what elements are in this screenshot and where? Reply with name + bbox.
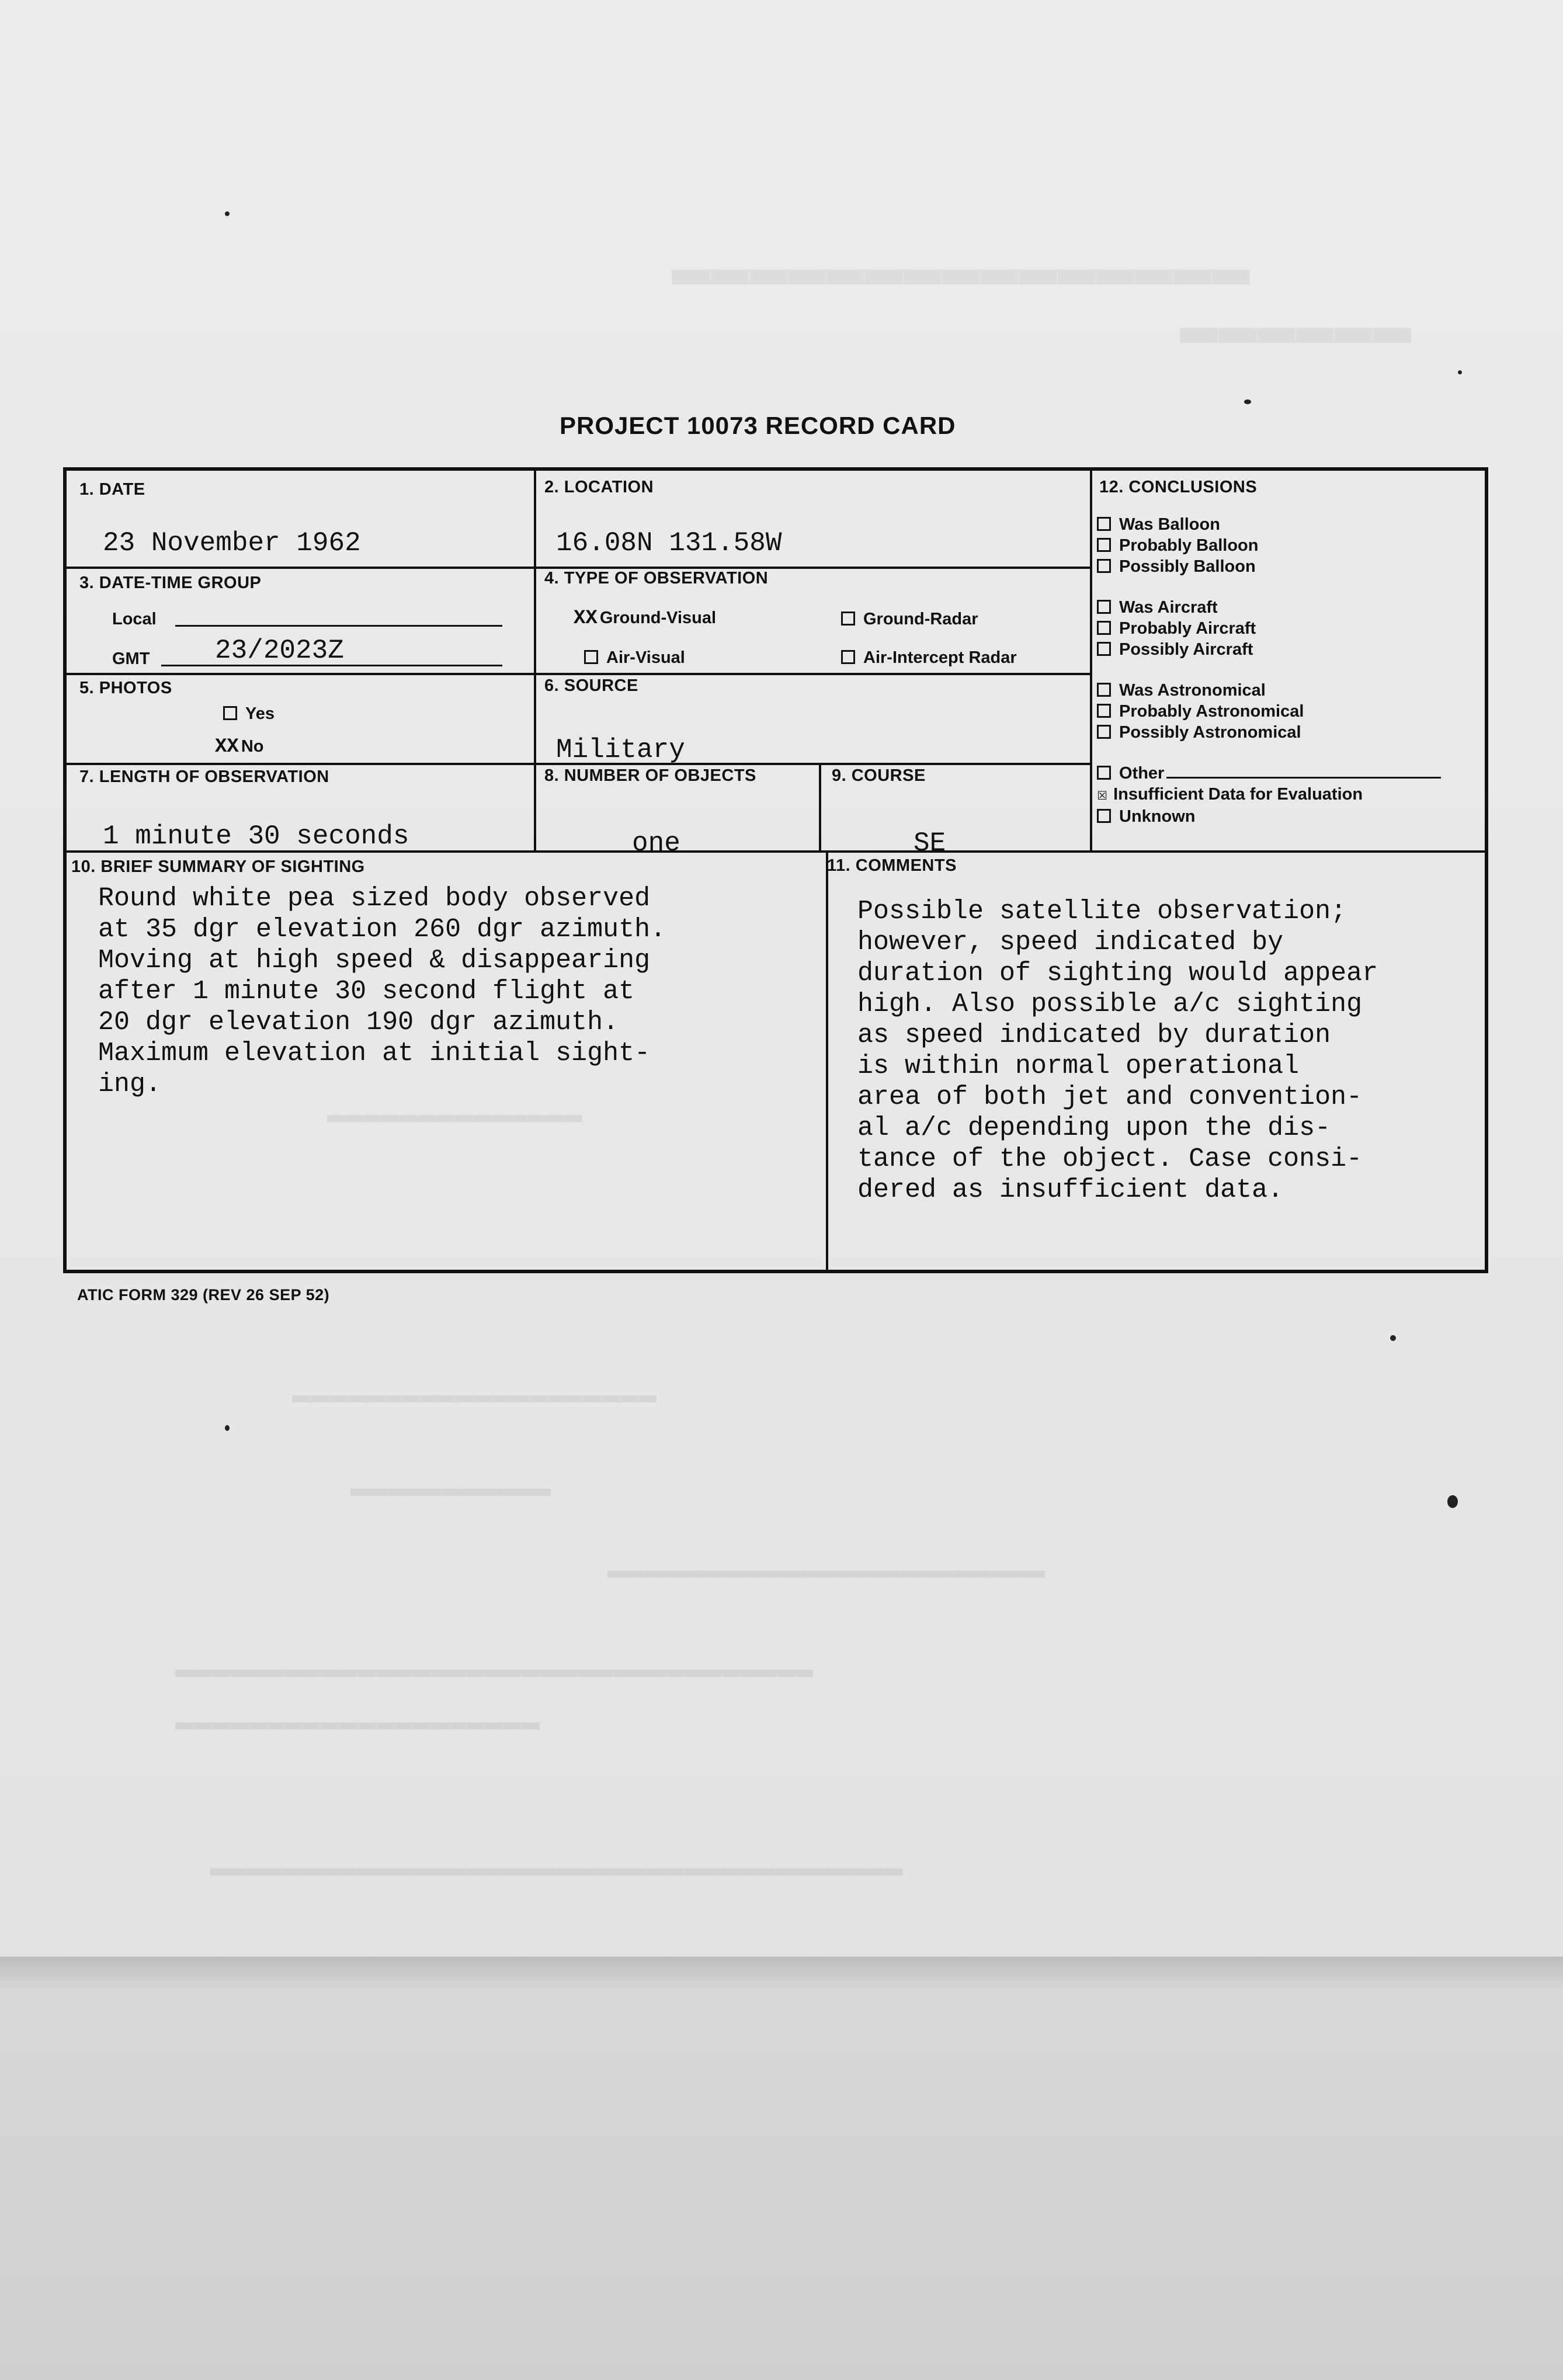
conclusion-label: Probably Aircraft	[1119, 619, 1256, 638]
number-of-objects-value: one	[632, 828, 680, 859]
conclusion-label: Possibly Aircraft	[1119, 640, 1253, 659]
grid-line	[826, 850, 828, 1271]
conclusion-option	[1097, 556, 1441, 577]
bleed-through-text: ▬▬▬▬▬▬▬▬▬▬▬	[350, 1472, 551, 1506]
text-line: at 35 dgr elevation 260 dgr azimuth.	[98, 915, 666, 944]
option-ground-radar: Ground-Radar	[841, 610, 978, 629]
conclusion-label: Insufficient Data for Evaluation	[1113, 785, 1363, 804]
conclusion-label: Was Aircraft	[1119, 598, 1218, 617]
conclusion-label: Probably Balloon	[1119, 536, 1259, 555]
text-line: after 1 minute 30 second flight at	[98, 977, 635, 1006]
option-ground-visual: XX Ground-Visual	[574, 607, 717, 630]
text-line: dered as insufficient data.	[857, 1175, 1284, 1205]
conclusion-label: Unknown	[1119, 807, 1196, 826]
conclusion-option	[1097, 639, 1441, 660]
conclusion-label: Was Astronomical	[1119, 681, 1266, 700]
brief-summary-label: 10. BRIEF SUMMARY OF SIGHTING	[71, 857, 365, 876]
checkbox-icon	[584, 650, 598, 664]
text-line: Moving at high speed & disappearing	[98, 946, 651, 975]
conclusion-option	[1097, 597, 1441, 618]
bleed-through-text: ▬▬▬▬▬▬	[1180, 292, 1412, 365]
text-line: high. Also possible a/c sighting	[857, 989, 1363, 1019]
comments-text	[857, 896, 1378, 1205]
text-line: however, speed indicated by	[857, 927, 1284, 957]
length-of-observation-value: 1 minute 30 seconds	[103, 821, 409, 852]
conclusion-label: Possibly Astronomical	[1119, 723, 1301, 742]
grid-line	[819, 763, 821, 850]
date-value: 23 November 1962	[103, 528, 361, 558]
text-line: is within normal operational	[857, 1051, 1300, 1081]
conclusion-option	[1097, 763, 1441, 784]
text-line: area of both jet and convention-	[857, 1082, 1363, 1112]
checkbox-icon	[841, 650, 855, 664]
text-line: 20 dgr elevation 190 dgr azimuth.	[98, 1007, 619, 1037]
text-line: al a/c depending upon the dis-	[857, 1113, 1331, 1143]
conclusion-option	[1097, 701, 1441, 722]
conclusion-label: Probably Astronomical	[1119, 702, 1304, 721]
conclusion-option	[1097, 722, 1441, 743]
text-line: ing.	[98, 1069, 162, 1099]
checkbox-icon	[1097, 725, 1111, 739]
other-fill-line	[1166, 766, 1441, 779]
text-line: duration of sighting would appear	[857, 958, 1378, 988]
gmt-value: 23/2023Z	[215, 635, 344, 666]
option-air-intercept-radar: Air-Intercept Radar	[841, 648, 1017, 668]
bleed-through-text: ▬▬▬▬▬▬▬▬▬▬▬▬▬▬▬▬▬▬▬▬▬▬▬▬▬▬▬▬▬▬▬▬▬▬▬	[175, 1653, 814, 1687]
scan-speck	[1390, 1335, 1396, 1341]
scan-speck	[1458, 370, 1462, 374]
scan-speck	[225, 1425, 230, 1431]
brief-summary-text	[98, 883, 666, 1100]
checkbox-icon	[841, 611, 855, 626]
checkbox-icon	[1097, 600, 1111, 614]
sheet-edge-shadow	[0, 1957, 1563, 1992]
bleed-through-text: ▬▬▬▬▬▬▬▬▬▬▬▬▬▬▬▬▬▬▬▬	[175, 1705, 540, 1740]
checkbox-icon	[223, 706, 237, 720]
conclusion-label: Was Balloon	[1119, 515, 1220, 534]
option-photos-yes: Yes	[223, 704, 275, 724]
course-value: SE	[914, 828, 946, 859]
source-label: 6. SOURCE	[544, 676, 638, 695]
checked-box-icon: ☒	[1097, 786, 1108, 805]
date-label: 1. DATE	[79, 480, 145, 499]
form-id: ATIC FORM 329 (REV 26 SEP 52)	[77, 1286, 330, 1304]
checkbox-icon	[1097, 621, 1111, 635]
checkbox-icon	[1097, 683, 1111, 697]
source-value: Military	[556, 735, 685, 765]
type-of-observation-label: 4. TYPE OF OBSERVATION	[544, 569, 769, 588]
text-line: as speed indicated by duration	[857, 1020, 1331, 1050]
scan-background	[0, 1992, 1563, 2380]
conclusion-label: Possibly Balloon	[1119, 557, 1256, 576]
scan-speck	[1447, 1495, 1458, 1508]
comments-label: 11. COMMENTS	[827, 856, 957, 875]
checkbox-icon	[1097, 559, 1111, 573]
text-line: Round white pea sized body observed	[98, 884, 651, 913]
location-label: 2. LOCATION	[544, 478, 654, 496]
checkbox-icon	[1097, 642, 1111, 656]
course-label: 9. COURSE	[832, 766, 926, 785]
location-value: 16.08N 131.58W	[556, 528, 782, 558]
conclusion-option	[1097, 680, 1441, 701]
conclusion-option	[1097, 535, 1441, 556]
scan-speck	[225, 211, 230, 216]
conclusions-list	[1097, 514, 1441, 827]
bleed-through-text: ▬▬▬▬▬▬▬▬▬▬▬▬▬▬▬▬▬▬▬▬▬▬▬▬▬▬▬▬▬▬▬▬▬▬▬▬▬▬	[210, 1851, 903, 1886]
bleed-through-text: ▬▬▬▬▬▬▬▬▬▬▬▬▬▬	[327, 1098, 582, 1132]
checkbox-icon	[1097, 809, 1111, 823]
checkbox-icon	[1097, 517, 1111, 531]
scan-speck	[1244, 399, 1251, 404]
card-title: PROJECT 10073 RECORD CARD	[560, 412, 956, 439]
bleed-through-text: ▬▬▬▬▬▬▬▬▬▬▬▬▬▬▬▬▬▬▬▬	[292, 1378, 657, 1413]
grid-line	[1090, 471, 1092, 850]
option-photos-no: XX No	[215, 736, 264, 758]
text-line: Possible satellite observation;	[857, 897, 1347, 926]
checkbox-icon	[1097, 766, 1111, 780]
local-time-line	[175, 625, 502, 627]
length-of-observation-label: 7. LENGTH OF OBSERVATION	[79, 767, 329, 786]
number-of-objects-label: 8. NUMBER OF OBJECTS	[544, 766, 756, 785]
date-time-group-label: 3. DATE-TIME GROUP	[79, 574, 262, 592]
conclusion-option	[1097, 514, 1441, 535]
gmt-label: GMT	[112, 649, 150, 668]
x-mark: XX	[215, 736, 239, 758]
local-time-label: Local	[112, 610, 157, 628]
conclusion-option	[1097, 784, 1441, 806]
option-air-visual: Air-Visual	[584, 648, 685, 668]
text-line: tance of the object. Case consi-	[857, 1144, 1363, 1174]
conclusions-label: 12. CONCLUSIONS	[1099, 478, 1258, 496]
conclusion-label: Other	[1119, 764, 1165, 783]
conclusion-option	[1097, 806, 1441, 827]
checkbox-icon	[1097, 538, 1111, 552]
bleed-through-text: ▬▬▬▬▬▬▬▬▬▬▬▬▬▬▬▬▬▬▬▬▬▬▬▬	[607, 1554, 1045, 1588]
bleed-through-text: ▬▬▬▬▬▬▬▬▬▬▬▬▬▬▬	[672, 234, 1251, 307]
x-mark: XX	[574, 607, 598, 630]
grid-line	[534, 471, 536, 850]
grid-line	[67, 673, 1090, 675]
text-line: Maximum elevation at initial sight-	[98, 1038, 651, 1068]
photos-label: 5. PHOTOS	[79, 679, 172, 697]
checkbox-icon	[1097, 704, 1111, 718]
conclusion-option	[1097, 618, 1441, 639]
